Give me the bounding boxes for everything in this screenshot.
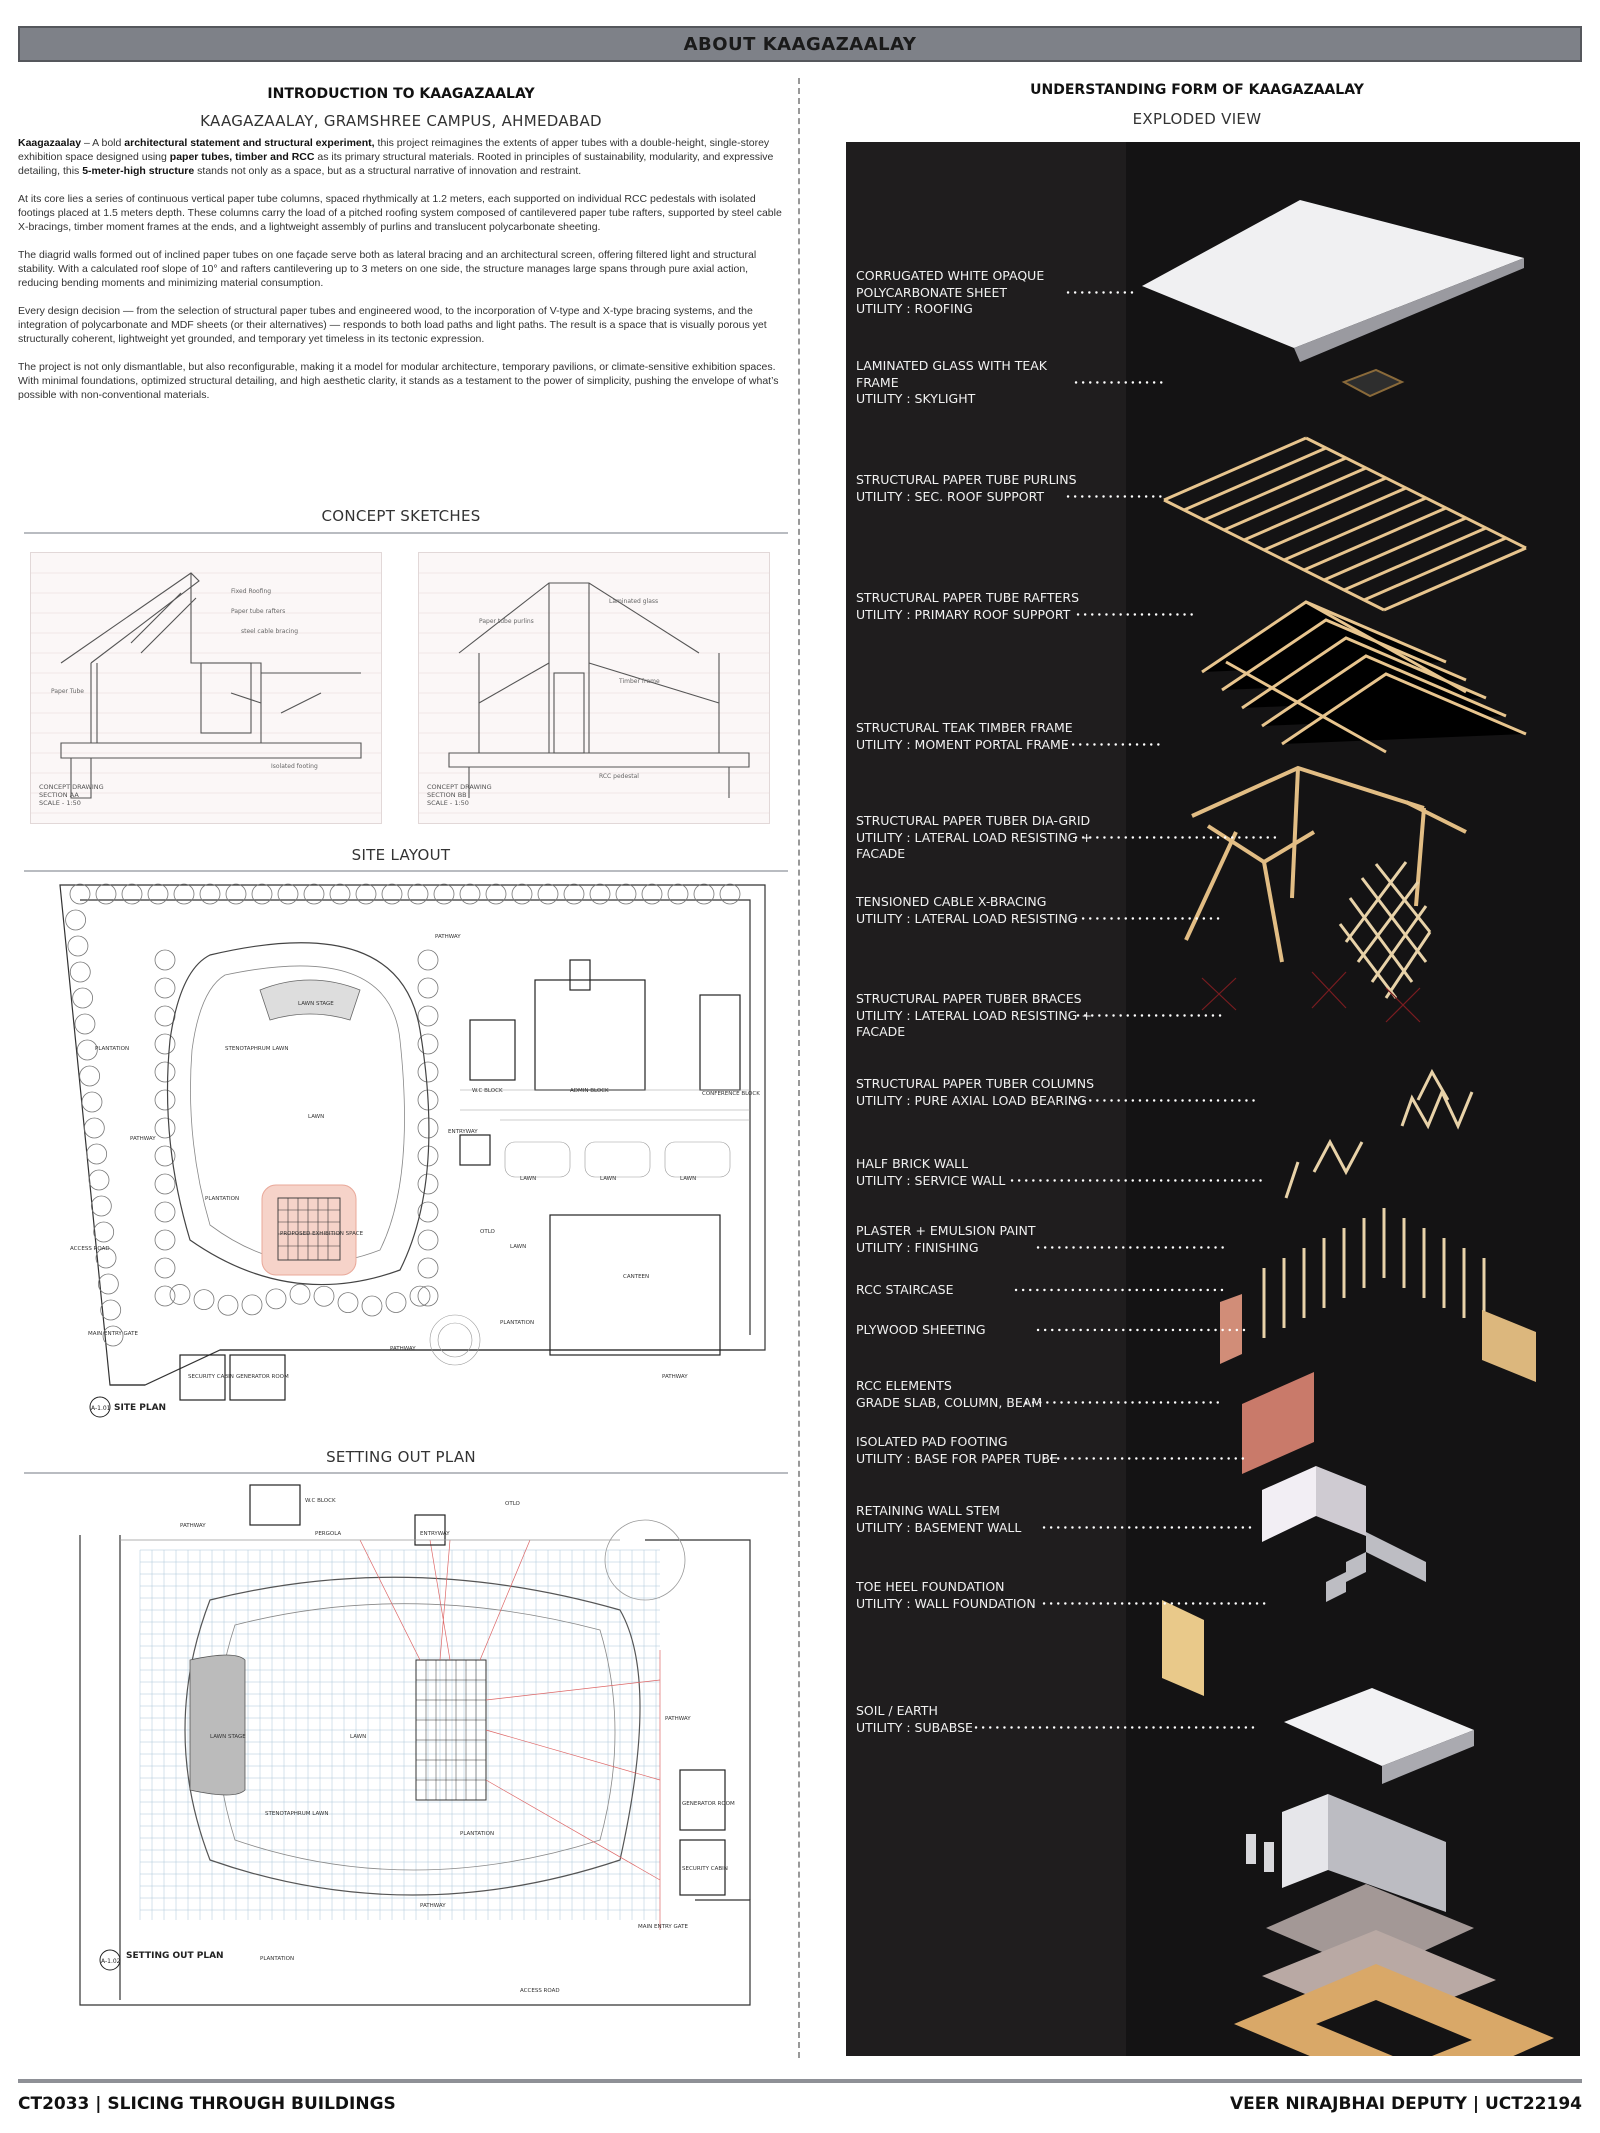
- svg-text:GENERATOR ROOM: GENERATOR ROOM: [236, 1374, 289, 1380]
- svg-text:Paper tube purlins: Paper tube purlins: [479, 618, 534, 625]
- svg-text:LAWN: LAWN: [600, 1176, 617, 1182]
- tree-symbol: [418, 1230, 438, 1250]
- tree-symbol: [382, 884, 402, 904]
- tree-symbol: [418, 1118, 438, 1138]
- sketch-section-bb: [418, 552, 770, 824]
- intro-subtitle: KAAGAZAALAY, GRAMSHREE CAMPUS, AHMEDABAD: [200, 112, 602, 130]
- tree-symbol: [252, 884, 272, 904]
- svg-text:LAWN: LAWN: [520, 1176, 537, 1182]
- tree-symbol: [101, 1300, 121, 1320]
- tree-symbol: [70, 884, 90, 904]
- svg-text:PATHWAY: PATHWAY: [180, 1523, 206, 1529]
- tree-symbol: [96, 884, 116, 904]
- svg-text:LAWN: LAWN: [680, 1176, 697, 1182]
- tree-symbol: [89, 1170, 109, 1190]
- layer-label: CORRUGATED WHITE OPAQUE POLYCARBONATE SHEET UTILITY : ROOFING: [856, 268, 1045, 316]
- tree-symbol: [590, 884, 610, 904]
- intro-paragraph-2: At its core lies a series of continuous vertical paper tube columns, spaced rhythmically at 1.2 meters, each supported on individual RCC pedestals with isolated footings placed at 1.5 meters depth. These columns carry the load of a pitched roofing system composed of cantilevered paper tube rafters, supported by steel cable X-bracings, timber moment frames at the ends, and a lightweight assembly of purlins and translucent polycarbonate sheeting.: [18, 193, 782, 233]
- svg-text:PATHWAY: PATHWAY: [665, 1716, 691, 1722]
- tree-symbol: [290, 1284, 310, 1304]
- footer-rule: [18, 2079, 1582, 2083]
- svg-text:PLANTATION: PLANTATION: [205, 1196, 240, 1202]
- svg-text:LAWN: LAWN: [308, 1114, 325, 1120]
- tree-symbol: [486, 884, 506, 904]
- setting-out-label: SETTING OUT PLAN: [126, 1951, 224, 1961]
- tree-symbol: [194, 1290, 214, 1310]
- tree-symbol: [200, 884, 220, 904]
- layer-label: TENSIONED CABLE X-BRACING UTILITY : LATERAL LOAD RESISTING: [856, 894, 1078, 926]
- svg-text:LAWN STAGE: LAWN STAGE: [298, 1001, 334, 1007]
- tree-symbol: [538, 884, 558, 904]
- tree-symbol: [75, 1014, 95, 1034]
- svg-text:GENERATOR ROOM: GENERATOR ROOM: [682, 1801, 735, 1807]
- svg-text:PLANTATION: PLANTATION: [460, 1831, 495, 1837]
- intro-title: INTRODUCTION TO KAAGAZAALAY: [267, 86, 535, 102]
- tree-symbol: [155, 1006, 175, 1026]
- svg-text:STENOTAPHRUM LAWN: STENOTAPHRUM LAWN: [265, 1811, 329, 1817]
- tree-symbol: [362, 1296, 382, 1316]
- layer-label: LAMINATED GLASS WITH TEAK FRAME UTILITY : SKYLIGHT: [856, 358, 1048, 406]
- setting-out-title: SETTING OUT PLAN: [326, 1448, 476, 1466]
- intro-paragraph-1: Kaagazaalay – A bold architectural statement and structural experiment, this project reimagines the extents of apper tubes with a double-height, single-storey exhibition space designed using paper tubes, timber and RCC as its primary structural materials. Rooted in principles of sustainability, modularity, and expressive detailing, this 5-meter-high structure stands not only as a space, but as a structural narrative of innovation and restraint.: [18, 137, 774, 177]
- svg-text:W.C BLOCK: W.C BLOCK: [305, 1498, 336, 1504]
- tree-symbol: [155, 1062, 175, 1082]
- tree-symbol: [418, 1286, 438, 1306]
- page-banner: [18, 26, 1582, 62]
- tree-symbol: [278, 884, 298, 904]
- footer-course: CT2033 | SLICING THROUGH BUILDINGS: [18, 2094, 396, 2114]
- svg-text:MAIN ENTRY GATE: MAIN ENTRY GATE: [638, 1924, 688, 1930]
- tree-symbol: [94, 1222, 114, 1242]
- svg-text:RCC pedestal: RCC pedestal: [599, 773, 639, 780]
- svg-text:PROPOSED EXHIBITION SPACE: PROPOSED EXHIBITION SPACE: [280, 1231, 364, 1237]
- tree-symbol: [642, 884, 662, 904]
- tree-symbol: [408, 884, 428, 904]
- layer-label: PLYWOOD SHEETING: [856, 1322, 986, 1337]
- tree-symbol: [242, 1295, 262, 1315]
- tree-symbol: [338, 1293, 358, 1313]
- sketch-bb-caption-text: CONCEPT DRAWING SECTION BB SCALE - 1:50: [427, 783, 492, 807]
- tree-symbol: [122, 884, 142, 904]
- svg-text:LAWN: LAWN: [510, 1244, 527, 1250]
- intro-text: [18, 136, 784, 416]
- sketches-rule: [24, 532, 788, 534]
- tree-symbol: [418, 1258, 438, 1278]
- sketch-section-aa: [30, 552, 382, 824]
- tree-symbol: [155, 950, 175, 970]
- tree-symbol: [174, 884, 194, 904]
- tree-symbol: [564, 884, 584, 904]
- tree-symbol: [266, 1289, 286, 1309]
- intro-paragraph-3: The diagrid walls formed out of inclined paper tubes on one façade serve both as lateral bracing and an architectural screen, offering filtered light and structural stability. With a calculated roof slope of 10° and rafters cantilevering up to 3 meters on one side, the structure manages large spans through pure axial action, reducing bending moments and minimizing material consumption.: [18, 249, 757, 289]
- svg-text:ADMIN BLOCK: ADMIN BLOCK: [570, 1088, 609, 1094]
- layer-label: RCC STAIRCASE: [856, 1282, 954, 1297]
- tree-symbol: [148, 884, 168, 904]
- layer-label: ISOLATED PAD FOOTING UTILITY : BASE FOR PAPER TUBE: [856, 1434, 1058, 1466]
- svg-text:LAWN: LAWN: [350, 1734, 367, 1740]
- tree-symbol: [314, 1286, 334, 1306]
- tree-symbol: [330, 884, 350, 904]
- layer-label: STRUCTURAL PAPER TUBER BRACES UTILITY : LATERAL LOAD RESISTING + FACADE: [856, 991, 1092, 1039]
- svg-text:Fixed Roofing: Fixed Roofing: [231, 588, 272, 595]
- setting-out-rule: [24, 1472, 788, 1474]
- exploded-subtitle: EXPLODED VIEW: [1132, 110, 1262, 128]
- layer-label: SOIL / EARTH UTILITY : SUBABSE: [856, 1703, 973, 1735]
- svg-text:MAIN ENTRY GATE: MAIN ENTRY GATE: [88, 1331, 138, 1337]
- sketches-title: CONCEPT SKETCHES: [321, 507, 481, 525]
- tree-symbol: [668, 884, 688, 904]
- tree-symbol: [356, 884, 376, 904]
- tree-symbol: [460, 884, 480, 904]
- svg-text:OTLO: OTLO: [505, 1501, 520, 1507]
- svg-text:ACCESS ROAD: ACCESS ROAD: [520, 1988, 560, 1994]
- svg-text:SECURITY CABIN: SECURITY CABIN: [682, 1866, 728, 1872]
- tree-symbol: [226, 884, 246, 904]
- tree-symbol: [418, 950, 438, 970]
- footer-author: VEER NIRAJBHAI DEPUTY | UCT22194: [1229, 2094, 1582, 2114]
- tree-symbol: [155, 1258, 175, 1278]
- site-plan-drawing: [50, 880, 770, 1420]
- svg-text:steel cable bracing: steel cable bracing: [241, 628, 299, 635]
- tree-symbol: [87, 1144, 107, 1164]
- tree-symbol: [410, 1286, 430, 1306]
- svg-text:PLANTATION: PLANTATION: [260, 1956, 295, 1962]
- layer-label: STRUCTURAL PAPER TUBER COLUMNS UTILITY : PURE AXIAL LOAD BEARING: [856, 1076, 1095, 1108]
- setting-out-plan: [60, 1480, 770, 2040]
- svg-text:PATHWAY: PATHWAY: [662, 1374, 688, 1380]
- tree-symbol: [304, 884, 324, 904]
- svg-text:PERGOLA: PERGOLA: [315, 1531, 342, 1537]
- intro-paragraph-4: Every design decision — from the selection of structural paper tubes and engineered wood, to the incorporation of V-type and X-type bracing systems, and the integration of polycarbonate and MDF sheets (or their alternatives) — responds to both load paths and light paths. The result is a space that is visually porous yet structurally coherent, lightweight yet grounded, and temporary yet timeless in its tectonic expression.: [18, 305, 767, 345]
- svg-text:OTLO: OTLO: [480, 1229, 495, 1235]
- tree-symbol: [418, 1174, 438, 1194]
- tree-symbol: [155, 1090, 175, 1110]
- svg-text:ACCESS ROAD: ACCESS ROAD: [70, 1246, 110, 1252]
- tree-symbol: [98, 1274, 118, 1294]
- layer-label: STRUCTURAL PAPER TUBER DIA-GRID UTILITY : LATERAL LOAD RESISTING + FACADE: [856, 813, 1092, 861]
- layer-label: TOE HEEL FOUNDATION UTILITY : WALL FOUNDATION: [856, 1579, 1036, 1611]
- svg-text:Paper tube rafters: Paper tube rafters: [231, 608, 286, 615]
- tree-symbol: [80, 1066, 100, 1086]
- tree-symbol: [155, 1034, 175, 1054]
- tree-symbol: [418, 1006, 438, 1026]
- tree-symbol: [155, 1202, 175, 1222]
- tree-symbol: [66, 910, 86, 930]
- svg-text:Paper Tube: Paper Tube: [51, 688, 84, 695]
- site-layout-title: SITE LAYOUT: [351, 846, 451, 864]
- layer-label: RETAINING WALL STEM UTILITY : BASEMENT WALL: [856, 1503, 1022, 1535]
- svg-text:PATHWAY: PATHWAY: [390, 1346, 416, 1352]
- setting-out-drawing: [60, 1480, 770, 2040]
- svg-text:Isolated footing: Isolated footing: [271, 763, 318, 770]
- svg-text:PATHWAY: PATHWAY: [420, 1903, 446, 1909]
- tree-symbol: [418, 978, 438, 998]
- site-plan-code: A-1.01: [91, 1405, 111, 1412]
- svg-text:PLANTATION: PLANTATION: [95, 1046, 130, 1052]
- layer-label: RCC ELEMENTS GRADE SLAB, COLUMN, BEAM: [856, 1378, 1043, 1410]
- tree-symbol: [155, 1174, 175, 1194]
- layer-label: HALF BRICK WALL UTILITY : SERVICE WALL: [856, 1156, 1006, 1188]
- svg-text:PATHWAY: PATHWAY: [130, 1136, 156, 1142]
- svg-text:Laminated glass: Laminated glass: [609, 598, 659, 605]
- tree-symbol: [91, 1196, 111, 1216]
- site-layout-rule: [24, 870, 788, 872]
- layer-label: STRUCTURAL PAPER TUBE RAFTERS UTILITY : PRIMARY ROOF SUPPORT: [856, 590, 1080, 622]
- sketch-aa-caption-text: CONCEPT DRAWING SECTION AA SCALE - 1:50: [39, 783, 104, 807]
- svg-text:ENTRYWAY: ENTRYWAY: [448, 1129, 478, 1135]
- site-plan-label: SITE PLAN: [114, 1403, 167, 1413]
- svg-text:PATHWAY: PATHWAY: [435, 934, 461, 940]
- svg-text:SECURITY CABIN: SECURITY CABIN: [188, 1374, 234, 1380]
- svg-text:CONFERENCE BLOCK: CONFERENCE BLOCK: [702, 1091, 760, 1097]
- tree-symbol: [84, 1118, 104, 1138]
- tree-symbol: [155, 1230, 175, 1250]
- svg-text:Timber frame: Timber frame: [619, 678, 660, 685]
- svg-text:ENTRYWAY: ENTRYWAY: [420, 1531, 450, 1537]
- tree-symbol: [616, 884, 636, 904]
- tree-symbol: [155, 1118, 175, 1138]
- tree-symbol: [82, 1092, 102, 1112]
- tree-symbol: [68, 936, 88, 956]
- setting-out-code: A-1.02: [101, 1958, 121, 1965]
- svg-text:CANTEEN: CANTEEN: [623, 1274, 650, 1280]
- tree-symbol: [73, 988, 93, 1008]
- exploded-title: UNDERSTANDING FORM OF KAAGAZAALAY: [1030, 82, 1364, 98]
- column-divider: [798, 78, 800, 2058]
- tree-symbol: [218, 1295, 238, 1315]
- tree-symbol: [418, 1062, 438, 1082]
- site-plan: [50, 880, 770, 1420]
- layer-label: PLASTER + EMULSION PAINT UTILITY : FINISHING: [856, 1223, 1036, 1255]
- layer-label: STRUCTURAL TEAK TIMBER FRAME UTILITY : MOMENT PORTAL FRAME: [856, 720, 1073, 752]
- tree-symbol: [155, 1286, 175, 1306]
- exploded-view: [846, 142, 1580, 2056]
- tree-symbol: [155, 978, 175, 998]
- tree-symbol: [70, 962, 90, 982]
- svg-text:W.C BLOCK: W.C BLOCK: [472, 1088, 503, 1094]
- layer-label: STRUCTURAL PAPER TUBE PURLINS UTILITY : SEC. ROOF SUPPORT: [856, 472, 1077, 504]
- intro-paragraph-5: The project is not only dismantlable, but also reconfigurable, making it a model for modular architecture, temporary pavilions, or climate-sensitive exhibition spaces. With minimal foundations, optimized structural detailing, and high aesthetic clarity, it stands as a testament to the power of simplicity, pushing the envelope of what’s possible with non-conventional materials.: [18, 361, 779, 401]
- tree-symbol: [694, 884, 714, 904]
- svg-text:STENOTAPHRUM LAWN: STENOTAPHRUM LAWN: [225, 1046, 289, 1052]
- page-title: ABOUT KAAGAZAALAY: [683, 33, 917, 55]
- tree-symbol: [512, 884, 532, 904]
- tree-symbol: [386, 1292, 406, 1312]
- tree-symbol: [434, 884, 454, 904]
- tree-symbol: [720, 884, 740, 904]
- svg-text:LAWN STAGE: LAWN STAGE: [210, 1734, 246, 1740]
- svg-text:PLANTATION: PLANTATION: [500, 1320, 535, 1326]
